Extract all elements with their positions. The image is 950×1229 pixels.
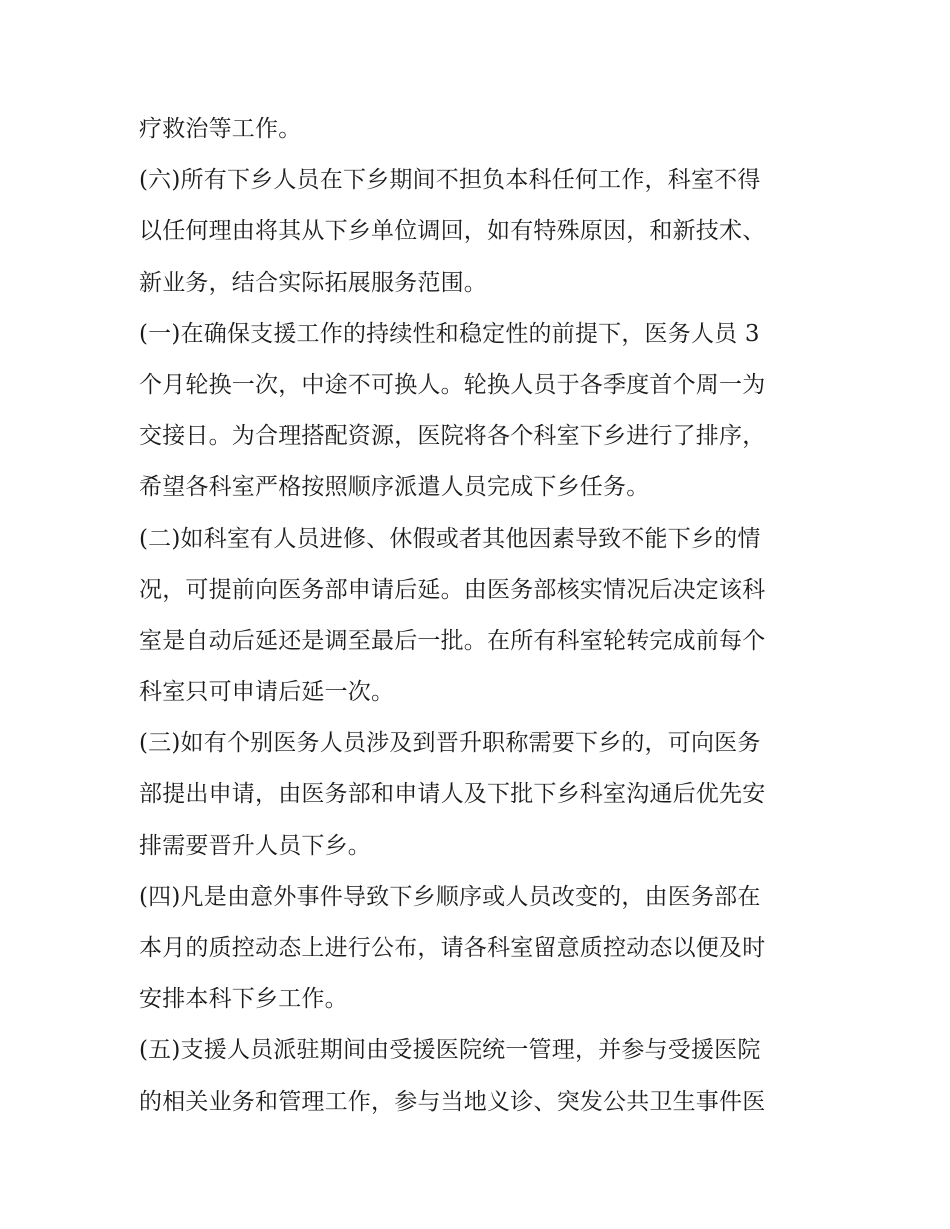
text-line: 排需要晋升人员下乡。 xyxy=(139,832,371,859)
text-line: 科室只可申请后延一次。 xyxy=(139,679,395,706)
text-line: 以任何理由将其从下乡单位调回，如有特殊原因，和新技术、 xyxy=(139,218,766,245)
text-line: (六)所有下乡人员在下乡期间不担负本科任何工作，科室不得 xyxy=(139,167,761,194)
document-body xyxy=(139,104,819,1128)
text-line: 希望各科室严格按照顺序派遣人员完成下乡任务。 xyxy=(139,474,650,501)
text-line: (五)支援人员派驻期间由受援医院统一管理，并参与受援医院 xyxy=(139,1037,761,1064)
text-line: 新业务，结合实际拓展服务范围。 xyxy=(139,269,487,296)
text-line: (二)如科室有人员进修、休假或者其他因素导致不能下乡的情 xyxy=(139,525,761,552)
text-line: 室是自动后延还是调至最后一批。在所有科室轮转完成前每个 xyxy=(139,627,766,654)
text-line: 安排本科下乡工作。 xyxy=(139,986,348,1013)
text-line: 疗救治等工作。 xyxy=(139,116,302,142)
text-line: 况，可提前向医务部申请后延。由医务部核实情况后决定该科 xyxy=(139,576,766,603)
text-line: (三)如有个别医务人员涉及到晋升职称需要下乡的，可向医务 xyxy=(139,730,761,757)
text-line: 个月轮换一次，中途不可换人。轮换人员于各季度首个周一为 xyxy=(139,371,766,398)
text-line: (四)凡是由意外事件导致下乡顺序或人员改变的，由医务部在 xyxy=(139,883,761,910)
text-line: (一)在确保支援工作的持续性和稳定性的前提下，医务人员 3 xyxy=(139,320,760,347)
text-line: 交接日。为合理搭配资源，医院将各个科室下乡进行了排序， xyxy=(139,423,766,450)
text-line: 本月的质控动态上进行公布，请各科室留意质控动态以便及时 xyxy=(139,935,766,961)
text-line: 的相关业务和管理工作，参与当地义诊、突发公共卫生事件医 xyxy=(139,1088,766,1115)
text-line: 部提出申请，由医务部和申请人及下批下乡科室沟通后优先安 xyxy=(139,781,766,808)
